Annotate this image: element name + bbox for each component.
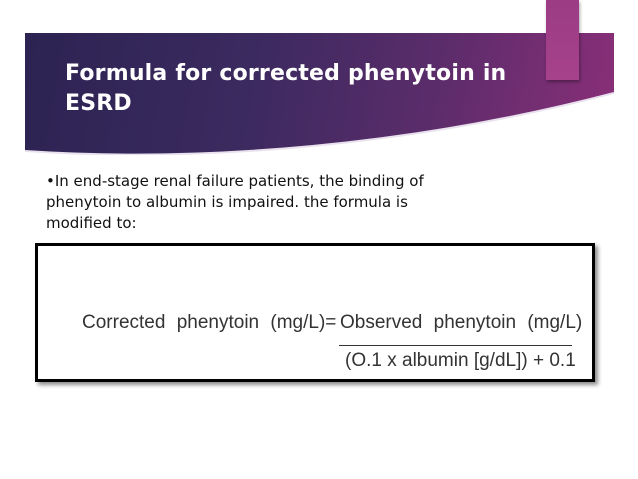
body-paragraph [46,171,466,234]
body-text: In end-stage renal failure patients, the binding of phenytoin to albumin is impaired. the formula is modified to: [46,172,424,232]
fraction-line [339,345,572,346]
formula-box [35,243,595,382]
accent-bar [546,0,579,80]
formula-numerator: Observed phenytoin (mg/L) [340,312,583,333]
title-band [25,33,614,155]
formula-lhs: Corrected phenytoin (mg/L)= [82,312,337,333]
bullet-icon: • [46,172,55,190]
formula-denominator: (O.1 x albumin [g/dL]) + 0.1 [345,350,576,371]
slide-title: Formula for corrected phenytoin in ESRD [65,61,507,116]
